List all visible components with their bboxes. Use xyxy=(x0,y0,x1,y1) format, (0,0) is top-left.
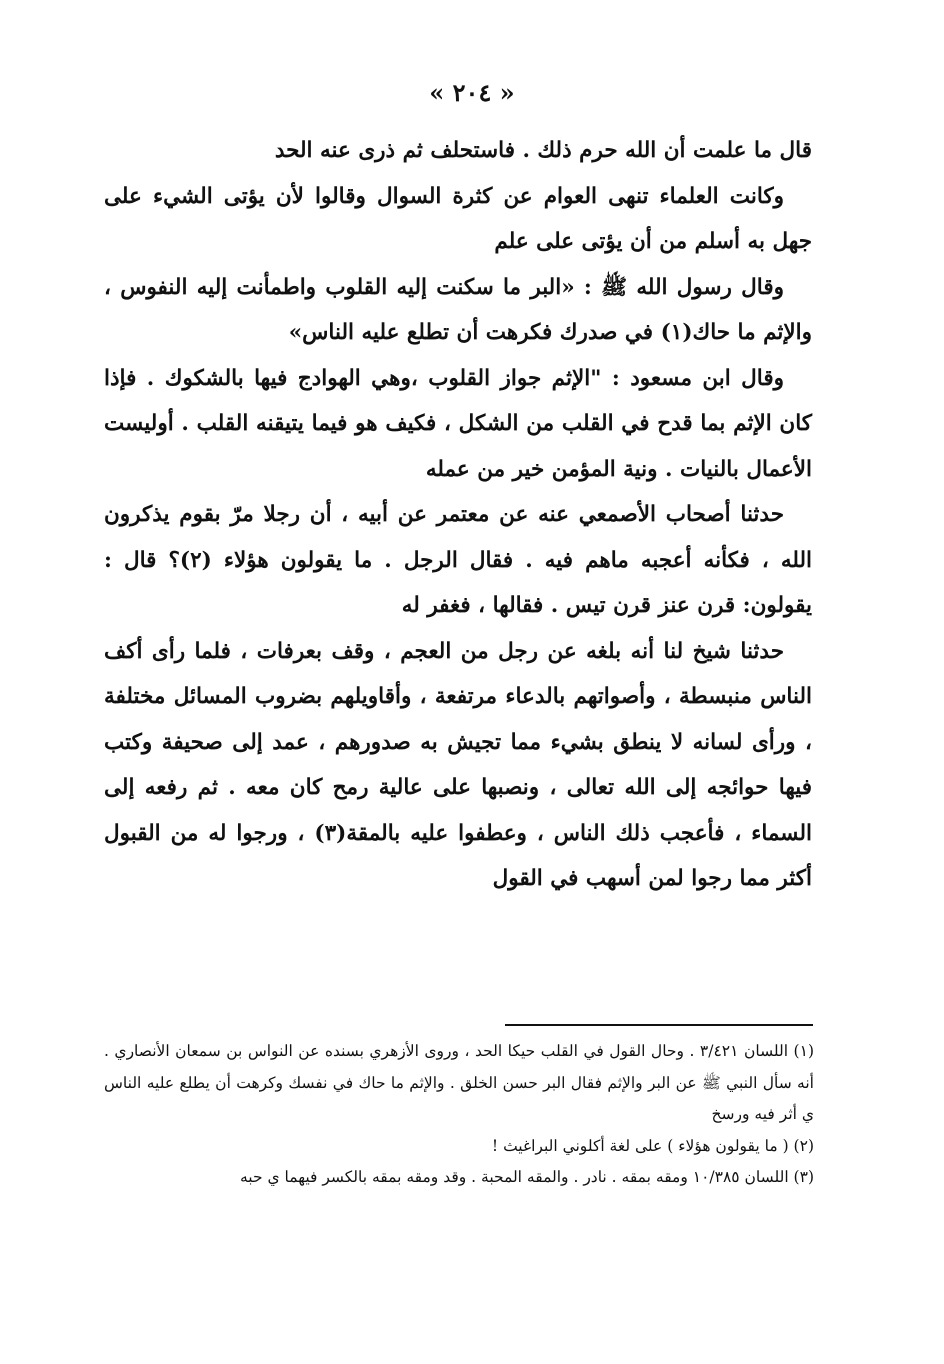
paragraph: قال ما علمت أن الله حرم ذلك . فاستحلف ثم ذرى عنه الحد xyxy=(274,138,812,163)
paragraph: وقال ابن مسعود : "الإثم جواز القلوب ،وهي الهوادج فيها بالشكوك . فإذا كان الإثم بما قدح في القلب من الشكل ، فكيف هو فيما يتيقنه القلب . أوليست الأعمال بالنيات . ونية المؤمن خير من عمله xyxy=(104,365,812,482)
footnote: (٢) ( ما يقولون هؤلاء ) على لغة أكلوني البراغيث ! xyxy=(491,1136,814,1155)
footnote-divider xyxy=(505,1024,813,1026)
footnote: (١) اللسان ٣/٤٢١ . وحال القول في القلب حيكا الحد ، وروى الأزهري بسنده عن النواس بن سمعان الأنصاري . أنه سأل النبي ﷺ عن البر والإثم فقال البر حسن الخلق . والإثم ما حاك في نفسك وكرهت أن يطلع عليه الناس ي أثر فيه ورسخ xyxy=(104,1042,814,1123)
main-text xyxy=(104,128,812,902)
paragraph: وكانت العلماء تنهى العوام عن كثرة السوال وقالوا لأن يؤتى الشيء على جهل به أسلم من أن يؤتى على علم xyxy=(104,183,812,254)
paragraph: حدثنا شيخ لنا أنه بلغه عن رجل من العجم ، وقف بعرفات ، فلما رأى أكف الناس منبسطة ، وأصواتهم بالدعاء مرتفعة ، وأقاويلهم بضروب المسائل مختلفة ، ورأى لسانه لا ينطق بشيء مما تجيش به صدورهم ، عمد إلى صحيفة وكتب فيها حوائجه إلى الله تعالى ، ونصبها على عالية رمح كان معه . ثم رفعه إلى السماء ، فأعجب ذلك الناس ، وعطفوا عليه بالمقة(٣) ، ورجوا له من القبول أكثر مما رجوا لمن أسهب في القول xyxy=(104,638,813,891)
page-number: « ٢٠٤ » xyxy=(429,78,515,107)
paragraph: وقال رسول الله ﷺ : «البر ما سكنت إليه القلوب واطمأنت إليه النفوس ، والإثم ما حاك(١) في صدرك فكرهت أن تطلع عليه الناس» xyxy=(104,274,812,345)
footnote: (٣) اللسان ١٠/٣٨٥ ومقه بمقه . نادر . والمقه المحبة . وقد ومقه بمقه بالكسر فيهما ي حبه xyxy=(239,1168,814,1186)
footnotes xyxy=(104,1036,814,1194)
paragraph: حدثنا أصحاب الأصمعي عنه عن معتمر عن أبيه ، أن رجلا مرّ بقوم يذكرون الله ، فكأنه أعجبه ماهم فيه . فقال الرجل . ما يقولون هؤلاء (٢)؟ قال : يقولون: قرن عنز قرن تيس . فقالها ، فغفر له xyxy=(104,502,812,618)
